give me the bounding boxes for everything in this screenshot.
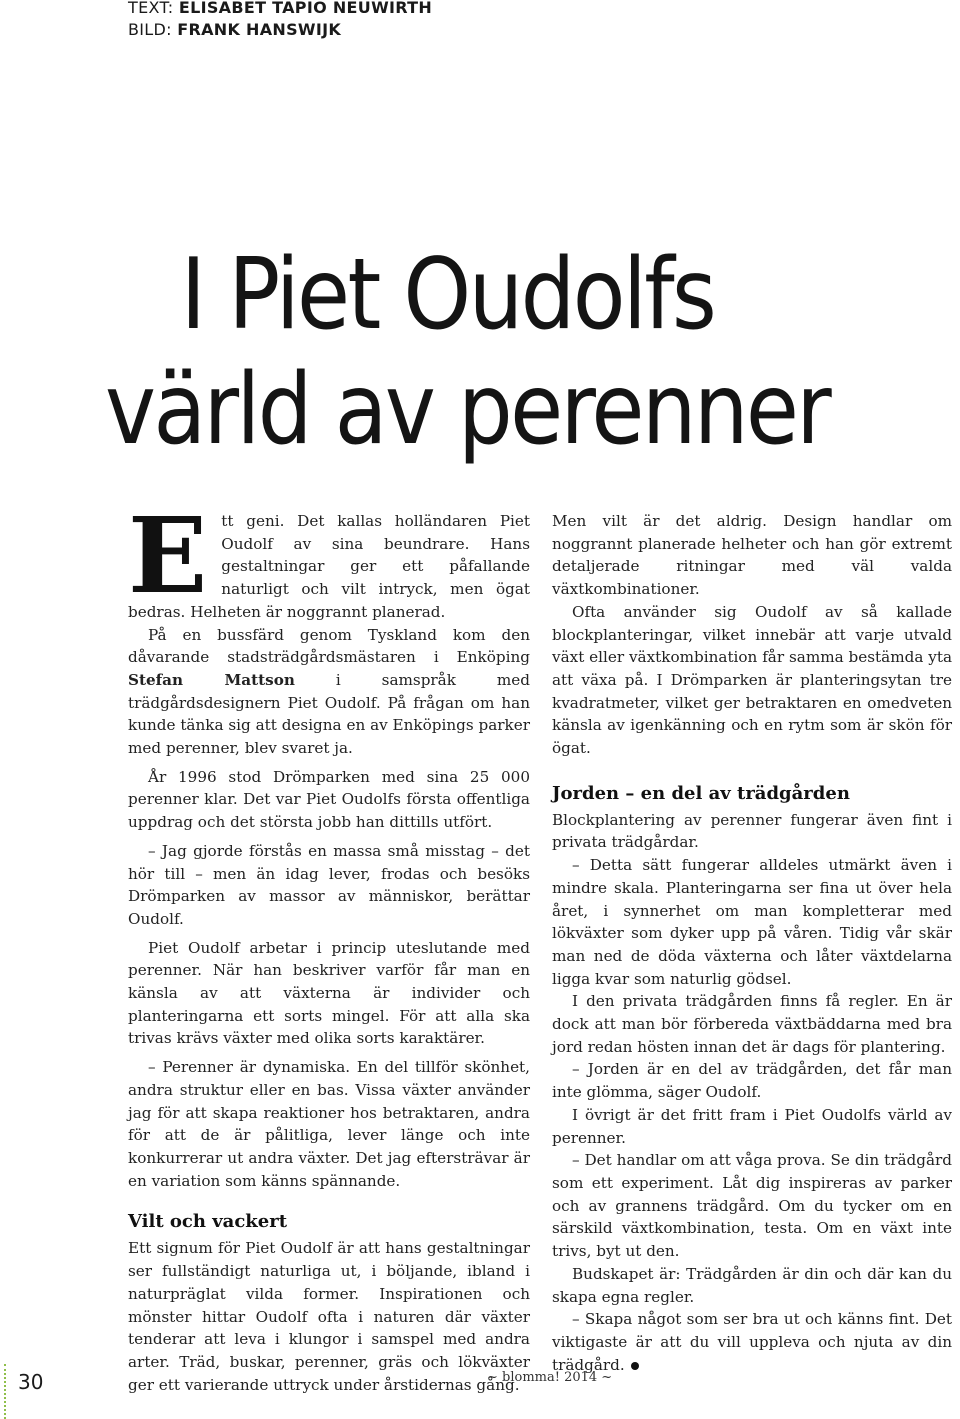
photo-credit: [128, 20, 341, 39]
body-paragraph: – Perenner är dynamiska. En del tillför skönhet, andra struktur eller en bas. Vissa växter använder jag för att skapa reaktioner hos betraktaren, andra för att de är pålitliga, lever länge och inte konkurrerar ut andra växter. Det jag eftersträvar är en variation som känns spännande.: [128, 1058, 530, 1190]
body-paragraph: År 1996 stod Drömparken med sina 25 000 perenner klar. Det var Piet Oudolfs första offentliga uppdrag och det största jobb han dittills utfört.: [128, 767, 530, 832]
body-paragraph: Ett signum för Piet Oudolf är att hans gestaltningar ser fullständigt naturliga ut, i böljande, ibland i naturpräglat vilda former. Inspirationen och mönster hittar Oudolf ofta i naturen där växter tenderar att leva i klungor i samspel med andra arter. Träd, buskar, perenner, gräs och lökväxter ger ett varierande uttryck under årstidernas gång.: [128, 1239, 530, 1394]
text-credit-label: TEXT:: [128, 0, 174, 17]
left-column: [128, 494, 530, 1396]
body-paragraph: Budskapet är: Trädgården är din och där kan du skapa egna regler.: [552, 1264, 952, 1306]
body-paragraph: – Skapa något som ser bra ut och känns fint. Det viktigaste är att du vill uppleva och njuta av din trädgård.: [552, 1310, 952, 1374]
drop-cap: E: [128, 494, 208, 617]
photo-credit-label: BILD:: [128, 20, 172, 39]
body-paragraph: Men vilt är det aldrig. Design handlar om noggrannt planerade helheter och han gör extremt detaljerade ritningar med väl valda växtkombinationer.: [552, 512, 952, 599]
title-line-2: värld av perenner: [105, 353, 830, 467]
name-highlight: Stefan Mattson: [128, 670, 295, 689]
body-paragraph: – Detta sätt fungerar alldeles utmärkt även i mindre skala. Planteringarna ser fina ut över hela året, i synnerhet om man kompletterar med lökväxter som dyker upp på våren. Tidig vår skär man ned de döda växterna och låter växtdelarna ligga kvar som naturlig gödsel.: [552, 856, 952, 988]
subheading-vilt-och-vackert: Vilt och vackert: [128, 1211, 288, 1233]
end-bullet-icon: [631, 1362, 639, 1370]
body-paragraph: I övrigt är det fritt fram i Piet Oudolfs värld av perenner.: [552, 1105, 952, 1147]
intro-paragraph: Ett geni. Det kallas holländaren Piet Oudolf av sina beundrare. Hans gestaltningar ger ett påfallande naturligt och vilt intryck, men ögat bedras. Helheten är noggrannt planerad.: [128, 494, 530, 621]
photo-credit-author: FRANK HANSWIJK: [177, 20, 342, 39]
subheading-jorden: Jorden – en del av trädgården: [552, 782, 850, 804]
body-paragraph: – Det handlar om att våga prova. Se din trädgård som ett experiment. Låt dig inspireras av parker och av grannens trädgård. Om du tycker om en särskild växtkombination, testa. Om en växt inte trivs, byt ut den.: [552, 1151, 952, 1261]
title-line-1: I Piet Oudolfs: [180, 238, 715, 352]
magazine-footer: ~ blomma! 2014 ~: [487, 1370, 613, 1385]
body-paragraph: – Jag gjorde förstås en massa små misstag – det hör till – men än idag lever, frodas och besöks Drömparken av massor av människor, berättar Oudolf.: [128, 841, 530, 928]
body-paragraph: Piet Oudolf arbetar i princip uteslutande med perenner. När han beskriver varför får man en känsla av att växterna är individer och planteringarna ett sorts mingel. För att alla ska trivas krävs växter med olika sorts karaktärer.: [128, 938, 530, 1048]
body-paragraph: Ofta använder sig Oudolf av så kallade blockplanteringar, vilket innebär att varje utvald växt eller växtkombination får samma bestämda yta att växa på. I Drömparken är planteringsytan tre kvadratmeter, vilket ger betraktaren en omedveten känsla av igenkänning och en rytm som är skön för ögat.: [552, 602, 952, 758]
text-credit-author: ELISABET TAPIO NEUWIRTH: [178, 0, 433, 17]
body-paragraph: På en bussfärd genom Tyskland kom den dåvarande stadsträdgårdsmästaren i Enköping Stefan Mattson i samspråk med trädgårdsdesignern Piet Oudolf. På frågan om han kunde tänka sig att designa en av Enköpings parker med perenner, blev svaret ja.: [128, 625, 530, 758]
body-paragraph: I den privata trädgården finns få regler. En är dock att man bör förbereda växtbäddarna med bra jord redan hösten innan det är dags för plantering.: [552, 992, 952, 1056]
body-paragraph: Blockplantering av perenner fungerar även fint i privata trädgårdar.: [552, 810, 952, 852]
page-number: 30: [18, 1370, 44, 1394]
body-paragraph: – Jorden är en del av trädgården, det får man inte glömma, säger Oudolf.: [552, 1060, 952, 1102]
footer-dotted-rule: [4, 1364, 6, 1419]
text-credit: [128, 0, 432, 17]
article-title: [105, 238, 857, 468]
right-column: [552, 510, 952, 1376]
